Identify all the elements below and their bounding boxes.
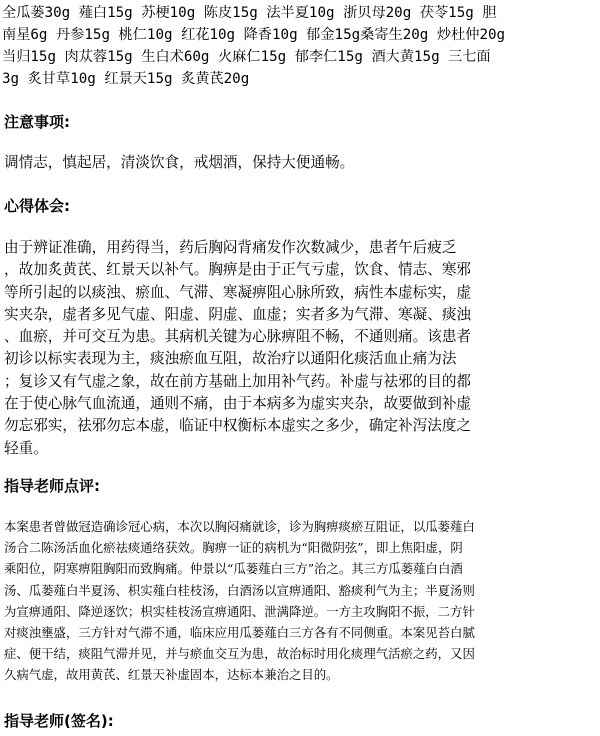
- teacher-comment-heading: 指导老师点评:: [4, 477, 100, 495]
- experience-line: ，故加炙黄芪、红景天以补气。胸痹是由于正气亏虚，饮食、情志、寒邪: [4, 261, 472, 279]
- experience-line: 轻重。: [4, 439, 48, 457]
- experience-line: 由于辨证准确，用药得当，药后胸闷背痛发作次数减少，患者午后疲乏: [4, 239, 457, 256]
- teacher-comment-paragraph: [4, 516, 596, 686]
- prescription-block: [2, 2, 598, 90]
- notes-line: 调情志，慎起居，清淡饮食，戒烟酒，保持大便通畅。: [4, 154, 355, 171]
- notes-heading: 注意事项:: [4, 113, 70, 131]
- experience-line: 初诊以标实表现为主，痰浊瘀血互阻，故治疗以通阳化痰活血止痛为法: [4, 350, 457, 368]
- teacher-comment-line: 久病气虚，故用黄芪、红景天补虚固本，达标本兼治之目的。: [4, 667, 339, 683]
- teacher-comment-line: 汤合二陈汤活血化瘀祛痰通络获效。胸痹一证的病机为“阳微阴弦”，即上焦阳虚，阴: [4, 540, 463, 556]
- experience-heading: 心得体会:: [4, 197, 70, 215]
- experience-line: 勿忘邪实，祛邪勿忘本虚，临证中权衡标本虚实之多少，确定补泻法度之: [4, 417, 472, 435]
- teacher-comment-line: 症、便干结，痰阻气滞并见，并与瘀血交互为患，故治标时用化痰理气活瘀之药，又因: [4, 646, 475, 662]
- experience-line: 、血瘀，并可交互为患。其病机关键为心脉痹阻不畅，不通则痛。该患者: [4, 328, 472, 346]
- prescription-line: 南星6g 丹参15g 桃仁10g 红花10g 降香10g 郁金15g桑寄生20g 炒杜仲20g: [2, 27, 506, 43]
- notes-paragraph: [4, 152, 596, 174]
- teacher-comment-line: 对痰浊壅盛，三方针对气滞不通，临床应用瓜蒌薤白三方各有不同侧重。本案见苔白腻: [4, 625, 475, 641]
- teacher-comment-line: 汤、瓜蒌薤白半夏汤、枳实薤白桂枝汤，白酒汤以宣痹通阳、豁痰利气为主；半夏汤则: [4, 582, 475, 598]
- prescription-line: 当归15g 肉苁蓉15g 生白术60g 火麻仁15g 郁李仁15g 酒大黄15g 三七面: [2, 49, 491, 65]
- prescription-line: 3g 炙甘草10g 红景天15g 炙黄芪20g: [2, 71, 250, 87]
- prescription-line: 全瓜蒌30g 薤白15g 苏梗10g 陈皮15g 法半夏10g 浙贝母20g 茯苓15g 胆: [2, 5, 497, 21]
- experience-paragraph: [4, 237, 596, 460]
- teacher-comment-line: 乘阳位，阴寒痹阻胸阳而致胸痛。仲景以“瓜蒌薤白三方”治之。其三方瓜蒌薤白白酒: [4, 561, 463, 577]
- teacher-comment-line: 本案患者曾做冠造确诊冠心病，本次以胸闷痛就诊，诊为胸痹痰瘀互阻证，以瓜蒌薤白: [4, 519, 475, 534]
- experience-line: 等所引起的以痰浊、瘀血、气滞、寒凝痹阻心脉所致，病性本虚标实，虚: [4, 283, 472, 301]
- teacher-comment-line: 为宣痹通阳、降逆逐饮；枳实桂枝汤宣痹通阳、泄满降逆。一方主攻胸阳不振，二方针: [4, 603, 475, 619]
- experience-line: 实夹杂，虚者多见气虚、阳虚、阴虚、血虚；实者多为气滞、寒凝、痰浊: [4, 305, 472, 323]
- signature-heading: 指导老师(签名):: [4, 712, 114, 730]
- experience-line: 在于使心脉气血流通，通则不痛，由于本病多为虚实夹杂，故要做到补虚: [4, 395, 472, 413]
- experience-line: ；复诊又有气虚之象，故在前方基础上加用补气药。补虚与祛邪的目的都: [4, 372, 472, 390]
